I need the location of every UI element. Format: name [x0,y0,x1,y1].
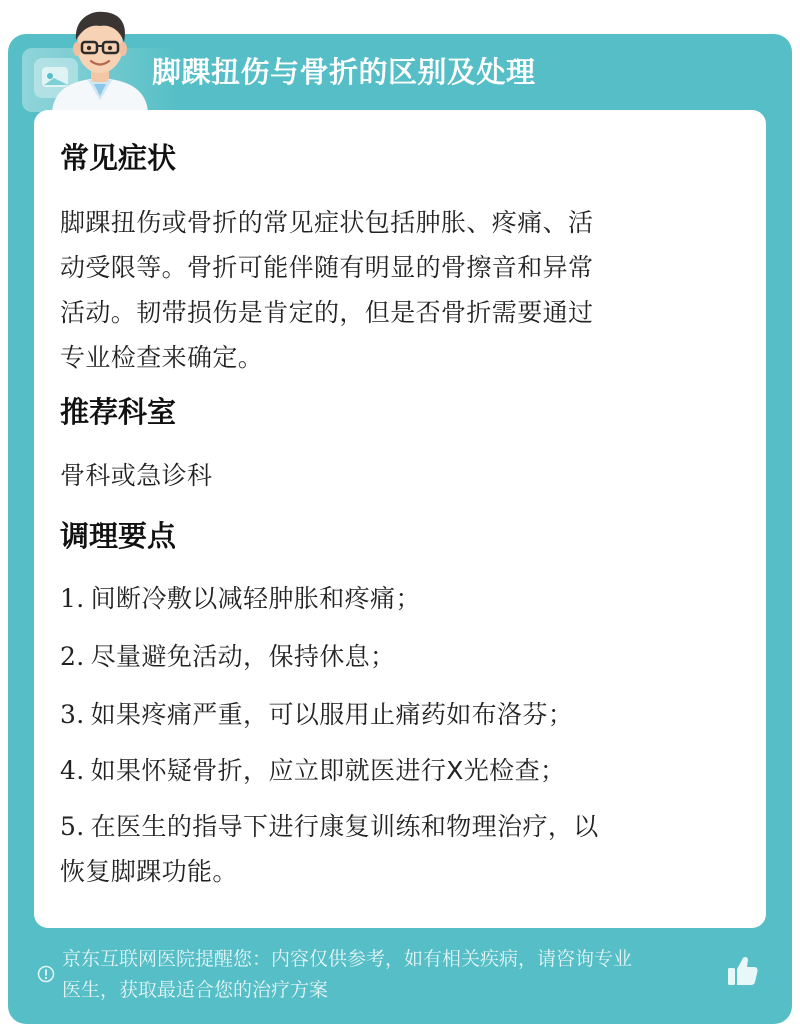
info-circle-icon [37,965,55,983]
list-text: 如果怀疑骨折，应立即就医进行X光检查； [90,756,566,785]
symptoms-line: 脚踝扭伤或骨折的常见症状包括肿胀、疼痛、活 [60,208,594,237]
section-title-care: 调理要点 [60,519,177,553]
list-text: 间断冷敷以减轻肿胀和疼痛； [90,584,421,613]
list-number: 2. [60,642,85,671]
list-text: 在医生的指导下进行康复训练和物理治疗，以 [90,812,599,841]
section-title-department: 推荐科室 [60,395,177,429]
care-list-item [60,804,730,894]
list-text: 恢复脚踝功能。 [60,857,238,886]
department-text: 骨科或急诊科 [60,461,213,490]
care-list-item [60,576,730,621]
care-list-item [60,748,730,793]
disclaimer-line: 京东互联网医院提醒您：内容仅供参考，如有相关疾病，请咨询专业 [62,948,633,970]
list-number: 3. [60,700,85,729]
disclaimer-text [62,944,732,1006]
list-number: 4. [60,756,85,785]
list-number: 5. [60,812,85,841]
page-title: 脚踝扭伤与骨折的区别及处理 [152,55,536,89]
symptoms-line: 活动。韧带损伤是肯定的，但是否骨折需要通过 [60,298,594,327]
symptoms-text [60,200,725,380]
list-text: 如果疼痛严重，可以服用止痛药如布洛芬； [90,700,574,729]
content-panel [34,110,766,928]
care-list-item [60,634,730,679]
doctor-avatar-icon [44,4,156,112]
list-text: 尽量避免活动，保持休息； [90,642,396,671]
section-title-symptoms: 常见症状 [60,141,177,175]
thumbs-up-icon[interactable] [724,953,760,989]
symptoms-line: 专业检查来确定。 [60,343,264,372]
care-list-item [60,692,730,737]
symptoms-line: 动受限等。骨折可能伴随有明显的骨擦音和异常 [60,253,594,282]
disclaimer-line: 医生，获取最适合您的治疗方案 [62,979,329,1001]
list-number: 1. [60,584,85,613]
